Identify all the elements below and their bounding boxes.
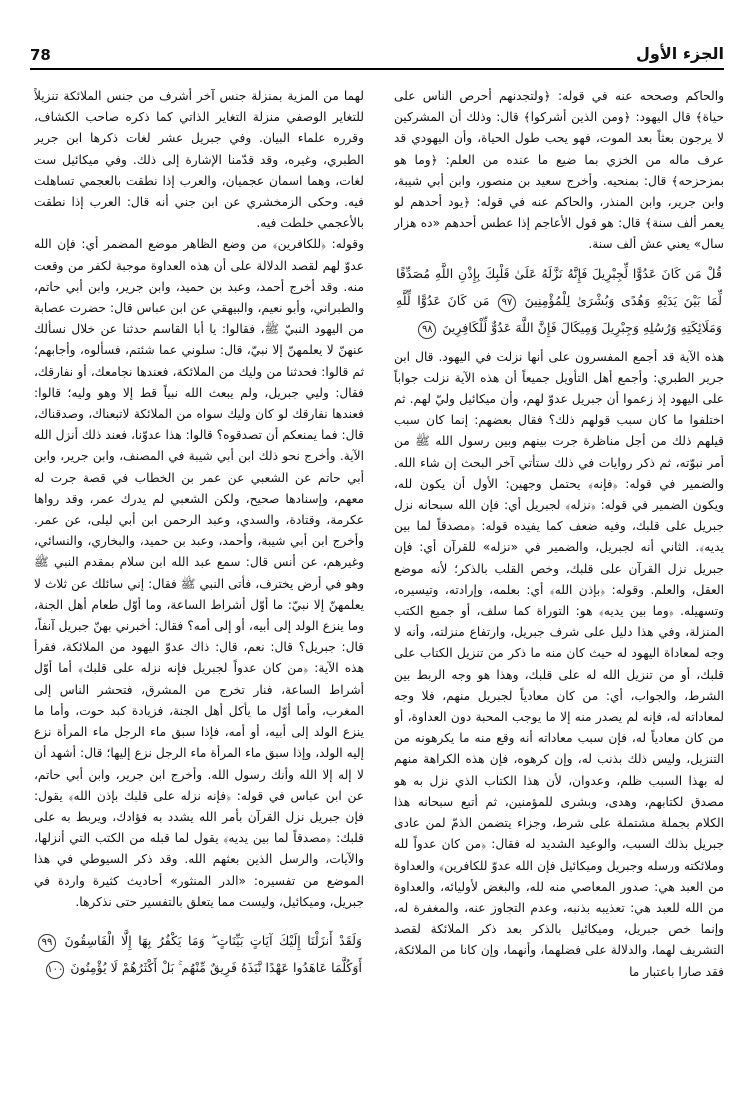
paragraph: والحاكم وصححه عنه في قوله: ﴿ولتجدنهم أحرص الناس على حياة﴾ قال اليهود: ﴿ومن الذين أشركوا﴾ قال: وذلك أن المشركين لا يرجون بعثاً بعد الموت، فهو يحب طول الحياة، وأن اليهودي قد عرف ماله من الخزي بما ضيع ما عنده من العلم: ﴿وما هو بمزحزحه﴾ قال: بمنحيه. وأخرج سعيد بن منصور، وابن أبي شيبة، وابن جرير، وابن المنذر، والحاكم عنه في قوله: ﴿يود أحدهم لو يعمر ألف سنة﴾ قال: هو قول الأعاجم إذا عطس أحدهم «ده هزار سال» يعني عش ألف سنة. — [394, 89, 724, 252]
paragraph: لهما من المزية بمنزلة جنس آخر أشرف من جنس الملائكة تنزيلاً للتغاير الوصفي منزلة التغاير الذاتي كما ذكره صاحب الكشاف، وقرره علماء البيان. وفي جبريل عشر لغات ذكرها ابن جرير الطبري، وغيره، وقد قدّمنا الإشارة إلى ذلك. وفي ميكائيل ست لغات، وهما اسمان عجميان، والعرب إذا نطقت بالعجمي تساهلت فيه. وحكى الزمخشري عن ابن جني أنه قال: العرب إذا نطقت بالأعجمي خلطت فيه. — [34, 89, 364, 231]
verse-text: مَن كَانَ عَدُوًّا لِّلَّهِ وَمَلَائِكَتِهِ وَرُسُلِهِ وَجِبْرِيلَ وَمِيكَالَ فَإِنَّ اللَّهَ عَدُوٌّ لِّلْكَافِرِينَ — [396, 292, 722, 335]
verse-text: وَلَقَدْ أَنزَلْنَا إِلَيْكَ آيَاتٍ بَيِّنَاتٍ ۖ وَمَا يَكْفُرُ بِهَا إِلَّا الْفَاسِقُونَ — [64, 932, 362, 948]
verse-number: ٩٩ — [38, 934, 56, 952]
verse-number: ٩٧ — [498, 294, 516, 312]
page-header — [30, 44, 724, 70]
paragraph: هذه الآية قد أجمع المفسرون على أنها نزلت في اليهود. قال ابن جرير الطبري: وأجمع أهل التأويل جميعاً أن هذه الآية نزلت جواباً على اليهود إذ زعموا أن جبريل عدوّ لهم، وأن ميكائيل وليّ لهم. ثم اختلفوا ما كان سبب قولهم ذلك؟ فقال بعضهم: إنما كان سبب قيلهم ذلك من أجل مناظرة جرت بينهم وبين رسول الله ﷺ من أمر نبوّته، ثم ذكر روايات في ذلك ستأتي آخر البحث إن شاء الله. والضمير في قوله: ﴿فإنه﴾ يحتمل وجهين: الأول أن يكون لله، ويكون الضمير في قوله: ﴿نزله﴾ لجبريل أي: فإن الله سبحانه نزل جبريل على قلبك، وفيه ضعف كما يفيده قوله: ﴿مصدقاً لما بين يديه﴾. الثاني أنه لجبريل، والضمير في «نزله» للقرآن أي: فإن جبريل نزل القرآن على قلبك، وخص القلب بالذكر؛ لأنه موضع العقل، والعلم. وقوله: ﴿بإذن الله﴾ أي: بعلمه، وإرادته، وتيسيره، وتسهيله. ﴿وما بين يديه﴾ هو: التوراة كما سلف، أو جميع الكتب المنزلة، وفي هذا دليل على شرف جبريل، وارتفاع منزلته، وأنه لا وجه لمعاداة اليهود له حيث كان منه ما ذكر من تنزيل الكتاب على قلبك، أو من تنزيل الله له على قلبك، وهذا هو وجه الربط بين الشرط، والجواب، أي: من كان معادياً لجبريل منهم، فلا وجه لمعاداته له، فإنه لم يصدر منه إلا ما يوجب المحبة دون العداوة، أو من كان معادياً له، فإن سبب معاداته أنه وقع منه ما يكرهونه من التنزيل، وليس ذلك بذنب له، وإن كرهوه، فإن هذه الكراهة منهم له بهذا السبب ظلم، وعدوان، لأن هذا الكتاب الذي نزل به هو مصدق لكتابهم، وهدى، وبشرى للمؤمنين، ثم أتبع سبحانه هذا الكلام بجملة مشتملة على شرط، وجزاء يتضمن الذمّ لمن عادى جبريل بذلك السبب، والوعيد الشديد له فقال: ﴿من كان عدواً لله وملائكته ورسله وجبريل وميكائيل فإن الله عدوّ للكافرين﴾ والعداوة من العبد هي: صدور المعاصي منه لله، والبغض لأوليائه، والعداوة من الله للعبد هي: تعذيبه بذنبه، وعدم التجاوز عنه، والمغفرة له، وإنما خص جبريل، وميكائيل بالذكر بعد ذكر الملائكة لقصد التشريف لهما، والدلالة على فضلهما، وأنهما، وإن كانا من الملائكة، فقد صارا باعتبار ما — [394, 349, 724, 979]
quran-verse-block — [34, 927, 364, 981]
left-column — [34, 86, 364, 1096]
quran-verse-block — [394, 260, 724, 341]
right-column — [394, 86, 724, 1096]
verse-text: أَوَكُلَّمَا عَاهَدُوا عَهْدًا نَّبَذَهُ فَرِيقٌ مِّنْهُم ۚ بَلْ أَكْثَرُهُمْ لَا يُؤْمِنُونَ — [70, 959, 362, 975]
verse-number: ١٠٠ — [46, 961, 64, 979]
paragraph: وقوله: ﴿للكافرين﴾ من وضع الظاهر موضع المضمر أي: فإن الله عدوّ لهم لقصد الدلالة على أن هذه العداوة موجبة لكفر من وقعت منه. وقد أخرج أحمد، وعبد بن حميد، وابن جرير، وابن أبي حاتم، والطبراني، وأبو نعيم، والبيهقي عن ابن عباس قال: حضرت عصابة من اليهود النبيّ ﷺ، فقالوا: يا أبا القاسم حدثنا عن خلال نسألك عنهنّ لا يعلمهنّ إلا نبيّ، قال: سلوني عما شئتم، فسألوه، وأجابهم؛ ثم قالوا: فحدثنا من وليك من الملائكة، فعندها نجامعك، أو نفارقك، فقال: وليي جبريل، ولم يبعث الله نبياً قط إلا وهو وليه؛ قالوا: فعندها نفارقك لو كان وليك سواه من الملائكة لاتبعناك، وصدقناك، قال: فما يمنعكم أن تصدقوه؟ قالوا: هذا عدوّنا، فعند ذلك أنزل الله الآية. وأخرج نحو ذلك ابن أبي شيبة في المصنف، وابن جرير، وابن أبي حاتم عن الشعبي عن عمر بن الخطاب في قصة جرت له معهم، وإسنادها صحيح، ولكن الشعبي لم يدرك عمر، وقد رواها عكرمة، وقتادة، والسدي، وعبد الرحمن ابن أبي ليلى، عن عمر. وأخرج ابن أبي شيبة، وأحمد، وعبد بن حميد، والبخاري، والنسائي، وغيرهم، عن أنس قال: سمع عبد الله ابن سلام بمقدم النبي ﷺ وهو في أرض يخترف، فأتى النبي ﷺ فقال: إني سائلك عن ثلاث لا يعلمهنّ إلا نبيّ: ما أوّل أشراط الساعة، وما أوّل طعام أهل الجنة، وما ينزع الولد إلى أبيه، أو إلى أمه؟ فقال: أخبرني بهنّ جبريل آنفاً، قال: جبريل؟ قال: نعم، قال: ذاك عدوّ اليهود من الملائكة، فقرأ هذه الآية: ﴿من كان عدواً لجبريل فإنه نزله على قلبك﴾ أما أوّل أشراط الساعة، فنار تخرج من المشرق، فتحشر الناس إلى المغرب، وأما أوّل ما يأكل أهل الجنة، فزيادة كبد حوت، وأما ما ينزع الولد إلى أبيه، أو أمه، فإذا سبق ماء الرجل ماء المرأة نزع إليه الولد، وإذا سبق ماء المرأة ماء الرجل نزع إليها؛ قال: أشهد أن لا إله إلا الله وأنك رسول الله. وأخرج ابن جرير، وابن أبي حاتم، عن ابن عباس في قوله: ﴿فإنه نزله على قلبك بإذن الله﴾ يقول: فإن جبريل نزل القرآن بأمر الله يشدد به فؤادك، ويربط به على قلبك: ﴿مصدقاً لما بين يديه﴾ يقول لما قبله من الكتب التي أنزلها، والآيات، والرسل الذين بعثهم الله. وقد ذكر السيوطي في هذا الموضع من تفسيره: «الدر المنثور» أحاديث كثيرة واردة في جبريل، وميكائيل، وليست مما يتعلق بالتفسير حتى نذكرها. — [34, 237, 364, 909]
header-rule — [30, 68, 724, 70]
running-title: الجزء الأول — [636, 44, 724, 63]
verse-text: قُلْ مَن كَانَ عَدُوًّا لِّجِبْرِيلَ فَإِنَّهُ نَزَّلَهُ عَلَىٰ قَلْبِكَ بِإِذْنِ اللَّهِ مُصَدِّقًا لِّمَا بَيْنَ يَدَيْهِ وَهُدًى وَبُشْرَىٰ لِلْمُؤْمِنِينَ — [396, 265, 723, 308]
verse-number: ٩٨ — [418, 321, 436, 339]
page-number: 78 — [30, 46, 51, 64]
